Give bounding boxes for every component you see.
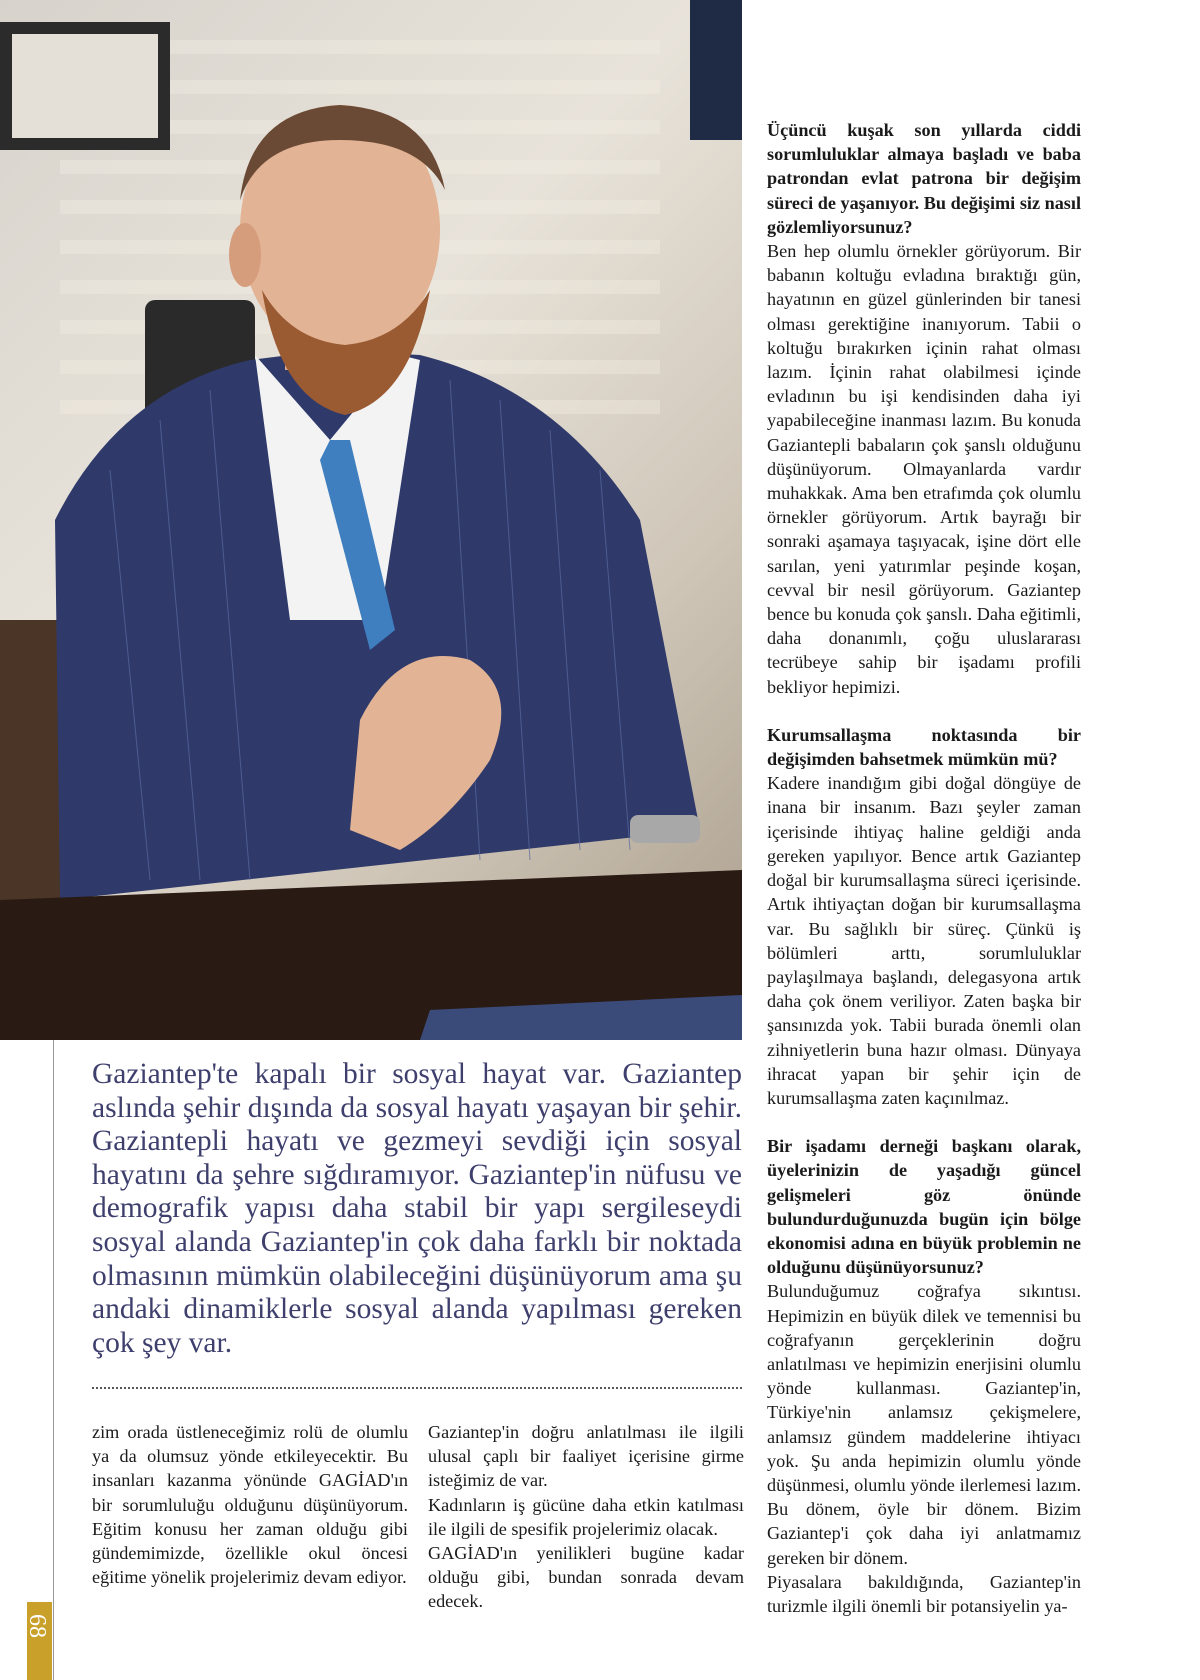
right-column [767, 118, 1081, 1618]
pull-quote: Gaziantep'te kapalı bir sosyal hayat var. Gaziantep aslında şehir dışında da sosyal hayatı yaşayan bir şehir. Gaziantepli hayatı ve gezmeyi sevdiği için sosyal hayatını da şehre sığdıramıyor. Gaziantep'in nüfusu ve demografik yapısı daha stabil bir yapı sergileseydi sosyal alanda Gaziantep'in çok daha farklı bir noktada olmasının mümkün olabileceğini düşünüyorum ama şu andaki dinamiklerle sosyal alanda yapılması gereken çok şey var. [92, 1058, 742, 1359]
page-number [24, 1608, 52, 1668]
bottom-middle-paragraph-2: Kadınların iş gücüne daha etkin katılması ile ilgili de spesifik projelerimiz olacak. [428, 1494, 744, 1539]
bottom-middle-column [428, 1420, 744, 1614]
portrait-photo [0, 0, 742, 1040]
bottom-left-paragraph: zim orada üstleneceğimiz rolü de olumlu ya da olumsuz yönde etkileyecektir. Bu insanları kazanma yönünde GAGİAD'ın bir sorumluluğu olduğunu düşünüyorum. Eğitim konusu her zaman olduğu gibi gündemimizde, özellikle okul öncesi eğitime yönelik projelerimiz devam ediyor. [92, 1422, 408, 1588]
bottom-middle-paragraph-3: GAGİAD'ın yenilikleri bugüne kadar olduğu gibi, bundan sonrada devam edecek. [428, 1543, 744, 1612]
bottom-middle-paragraph-1: Gaziantep'in doğru anlatılması ile ilgili ulusal çaplı bir faaliyet içerisine girme isteğimiz de var. [428, 1422, 744, 1491]
watch [630, 815, 700, 843]
question-1: Üçüncü kuşak son yıllarda ciddi sorumluluklar almaya başladı ve baba patrondan evlat patrona bir değişim süreci de yaşanıyor. Bu değişimi siz nasıl gözlemliyorsunuz? [767, 120, 1081, 237]
page-number-text: 68 [24, 1614, 50, 1638]
bottom-left-column [92, 1420, 408, 1589]
question-3: Bir işadamı derneği başkanı olarak, üyelerinizin de yaşadığı güncel gelişmeleri göz önünde bulundurduğunuzda bugün için bölge ekonomisi adına en büyük problemin ne olduğunu düşünüyorsunuz? [767, 1136, 1081, 1278]
question-2: Kurumsallaşma noktasında bir değişimden bahsetmek mümkün mü? [767, 724, 1081, 770]
answer-3: Bulunduğumuz coğrafya sıkıntısı. Hepimizin en büyük dilek ve temennisi bu coğrafyanın gerçeklerinin doğru anlatılması ve hepimizin enerjisini olumlu yönde kullanması. Gaziantep'in, Türkiye'nin anlamsız çekişmelere, anlamsız gündem maddelerine ihtiyacı yok. Şu anda hepimizin olumlu yönde düşünmesi, olumlu yönde ilerlemesi lazım. Bu dönem, öyle bir dönem. Bizim Gaziantep'i çok daha iyi anlatmamız gereken bir dönem. [767, 1281, 1081, 1568]
answer-1: Ben hep olumlu örnekler görüyorum. Bir babanın koltuğu evladına bıraktığı gün, hayatının en güzel günlerinden bir tanesi olması gerektiğine inanıyorum. Tabii o koltuğu bırakırken içinin rahat olması lazım. İçinin rahat olabilmesi içinde evladının bu işi kendisinden daha iyi yapabileceğine inanması lazım. Bu konuda Gaziantepli babaların çok şanslı olduğunu düşünüyorum. Olmayanlarda vardır muhakkak. Ama ben etrafımda çok olumlu örnekler görüyorum. Artık bayrağı bir sonraki aşamaya taşıyacak, işine dört elle sarılan, yeni yatırımlar peşinde koşan, cevval bir nesil görüyorum. Gaziantep bence bu konuda çok şanslı. Daha eğitimli, daha donanımlı, çoğu uluslararası tecrübeye sahip bir işadamı profili bekliyor hepimizi. [767, 241, 1081, 697]
portrait-illustration [0, 0, 742, 1040]
answer-2: Kadere inandığım gibi doğal döngüye de inana bir insanım. Bazı şeyler zaman içerisinde ihtiyaç haline geldiği anda gereken yapılıyor. Bence artık Gaziantep doğal bir kurumsallaşma süreci içerisinde. Artık ihtiyaçtan doğan bir kurumsallaşma var. Bu sağlıklı bir süreç. Çünkü iş bölümleri arttı, sorumluluklar paylaşılmaya başlandı, delegasyona artık daha çok önem veriliyor. Zaten başka bir şansınızda yok. Tabii burada önemli olan zihniyetlerin buna hazır olması. Dünyaya ihracat yapan bir şehir için de kurumsallaşma zaten kaçınılmaz. [767, 773, 1081, 1108]
answer-3-continued: Piyasalara bakıldığında, Gaziantep'in turizmle ilgili önemli bir potansiyelin ya- [767, 1571, 1081, 1616]
dotted-divider [92, 1387, 742, 1389]
